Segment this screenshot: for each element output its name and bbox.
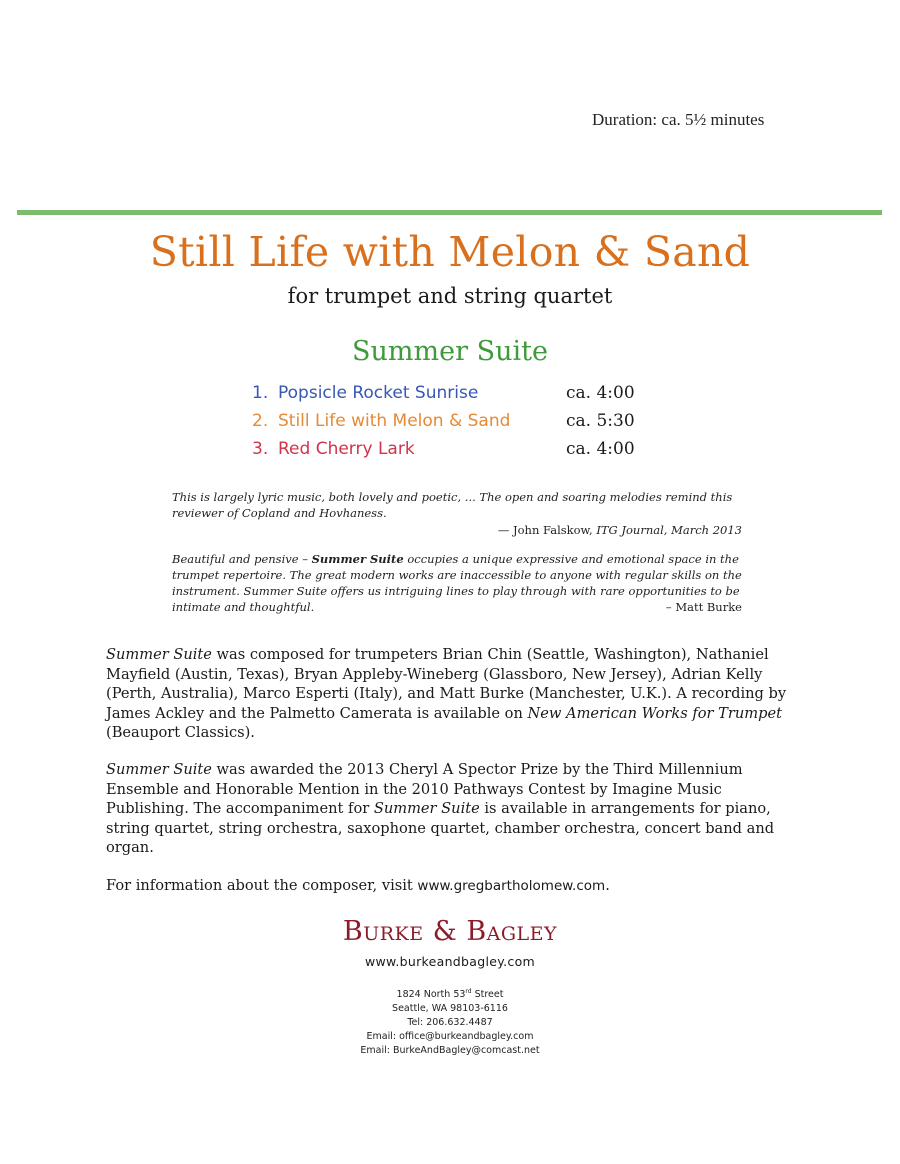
movement-name: Popsicle Rocket Sunrise xyxy=(278,383,479,403)
movement-duration: ca. 4:00 xyxy=(566,439,635,459)
duration-note: Duration: ca. 5½ minutes xyxy=(592,110,765,129)
street-name: Street xyxy=(471,989,504,1001)
movement-item xyxy=(252,436,652,464)
suite-title: Summer Suite xyxy=(352,336,548,367)
movement-name: Red Cherry Lark xyxy=(278,439,415,459)
street-suffix: rd xyxy=(465,988,472,995)
review-quote-1: This is largely lyric music, both lovely and poetic, ... The open and soaring melodies remind this reviewer of Copland and Hovhaness. xyxy=(172,490,733,520)
publisher-website-link[interactable]: www.burkeandbagley.com xyxy=(364,954,536,969)
address-street xyxy=(0,985,900,1002)
address-email-2[interactable]: Email: BurkeAndBagley@comcast.net xyxy=(360,1045,540,1057)
address-city: Seattle, WA 98103-6116 xyxy=(392,1003,508,1015)
movement-name: Still Life with Melon & Sand xyxy=(278,411,511,431)
movement-number: 1. xyxy=(252,383,269,403)
publisher-name: Burke & Bagley xyxy=(342,916,558,947)
review-quote-2 xyxy=(172,551,742,615)
paragraph-text-end: (Beauport Classics). xyxy=(106,724,255,741)
album-title: New American Works for Trumpet xyxy=(527,704,782,722)
paragraph-text-end: . xyxy=(605,877,610,894)
paragraph-text-end: is available in arrangements for piano, string quartet, string orchestra, saxophone quartet, chamber orchestra, concert band and organ. xyxy=(106,800,775,856)
quote-text-start: Beautiful and pensive – xyxy=(172,552,312,566)
paragraph-text: was composed for trumpeters Brian Chin (Seattle, Washington), Nathaniel Mayfield (Austin, Texas), Bryan Appleby-Wineberg (Glassboro, New Jersey), Adrian Kelly (Perth, Australia), Marco Esperti (Italy), and Matt Burke (Manchester, U.K.). A recording by James Ackley and the Palmetto Camerata is available on xyxy=(106,646,787,722)
quote-text-bold: Summer Suite xyxy=(311,552,404,566)
subtitle: for trumpet and string quartet xyxy=(287,284,613,308)
address-phone: Tel: 206.632.4487 xyxy=(407,1017,493,1029)
movement-number: 3. xyxy=(252,439,269,459)
divider-rule xyxy=(17,210,882,215)
publisher-address xyxy=(0,985,900,1058)
work-title-italic: Summer Suite xyxy=(106,761,212,778)
address-email-1[interactable]: Email: office@burkeandbagley.com xyxy=(366,1031,534,1043)
paragraph-composer-info xyxy=(106,876,796,897)
paragraph-awards xyxy=(106,760,796,858)
movement-number: 2. xyxy=(252,411,269,431)
work-title-italic: Summer Suite xyxy=(106,646,212,663)
attribution-source: ITG Journal, March 2013 xyxy=(596,523,742,537)
paragraph-text: For information about the composer, visit xyxy=(106,877,418,894)
paragraph-composed-for xyxy=(106,645,796,743)
movement-duration: ca. 4:00 xyxy=(566,383,635,403)
paragraph-text: was awarded the 2013 Cheryl A Spector Prize by the Third Millennium Ensemble and Honorable Mention in the 2010 Pathways Contest by Imagine Music Publishing. The accompaniment for xyxy=(106,761,743,817)
movement-duration: ca. 5:30 xyxy=(566,411,635,431)
quote-text-end: occupies a unique expressive and emotional space in the trumpet repertoire. The great modern works are inaccessible to anyone with regular skills on the instrument. Summer Suite offers us intriguing lines to play through with rare opportunities to be intimate and thoughtful. xyxy=(172,552,742,614)
work-title-italic-2: Summer Suite xyxy=(373,800,480,817)
street-number: 1824 North 53 xyxy=(396,989,466,1001)
review-quote-2-attribution: – Matt Burke xyxy=(665,600,742,614)
composer-website-link[interactable]: www.gregbartholomew.com xyxy=(417,878,606,894)
movement-item xyxy=(252,408,652,436)
review-quote-1-attribution xyxy=(172,523,742,537)
page-title: Still Life with Melon & Sand xyxy=(149,228,751,276)
movement-item xyxy=(252,380,652,408)
attribution-prefix: — John Falskow, xyxy=(497,523,597,537)
movement-list xyxy=(252,380,652,464)
